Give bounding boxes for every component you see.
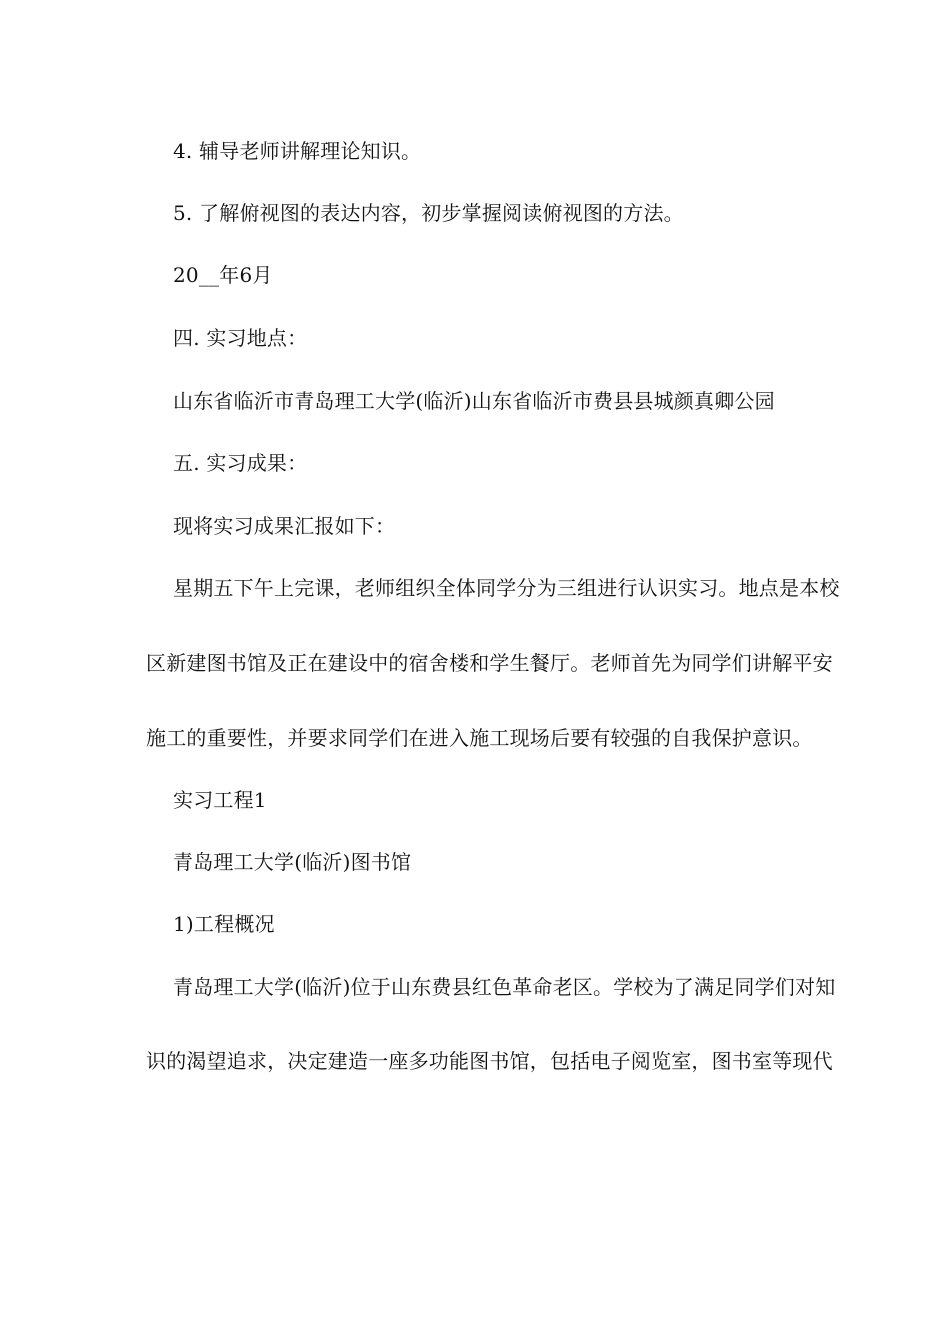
- list-item-4: 4. 辅导老师讲解理论知识。: [173, 139, 422, 163]
- list-item-5: 5. 了解俯视图的表达内容，初步掌握阅读俯视图的方法。: [173, 201, 684, 225]
- project-name: 青岛理工大学(临沂)图书馆: [173, 850, 412, 874]
- section-heading-results: 五. 实习成果：: [173, 451, 308, 475]
- date-line: 20__年6月: [173, 263, 273, 287]
- paragraph-line: 区新建图书馆及正在建设中的宿舍楼和学生餐厅。老师首先为同学们讲解平安: [146, 651, 833, 675]
- paragraph-line: 施工的重要性，并要求同学们在进入施工现场后要有较强的自我保护意识。: [146, 726, 813, 750]
- section-heading-location: 四. 实习地点：: [173, 326, 308, 350]
- paragraph-line: 识的渴望追求，决定建造一座多功能图书馆，包括电子阅览室，图书室等现代: [146, 1049, 833, 1073]
- subsection-heading: 1)工程概况: [173, 912, 275, 936]
- location-text: 山东省临沂市青岛理工大学(临沂)山东省临沂市费县县城颜真卿公园: [173, 389, 775, 413]
- results-intro: 现将实习成果汇报如下：: [173, 514, 396, 538]
- project-heading: 实习工程1: [173, 788, 267, 812]
- paragraph-line: 星期五下午上完课，老师组织全体同学分为三组进行认识实习。地点是本校: [173, 576, 840, 600]
- paragraph-line: 青岛理工大学(临沂)位于山东费县红色革命老区。学校为了满足同学们对知: [173, 975, 836, 999]
